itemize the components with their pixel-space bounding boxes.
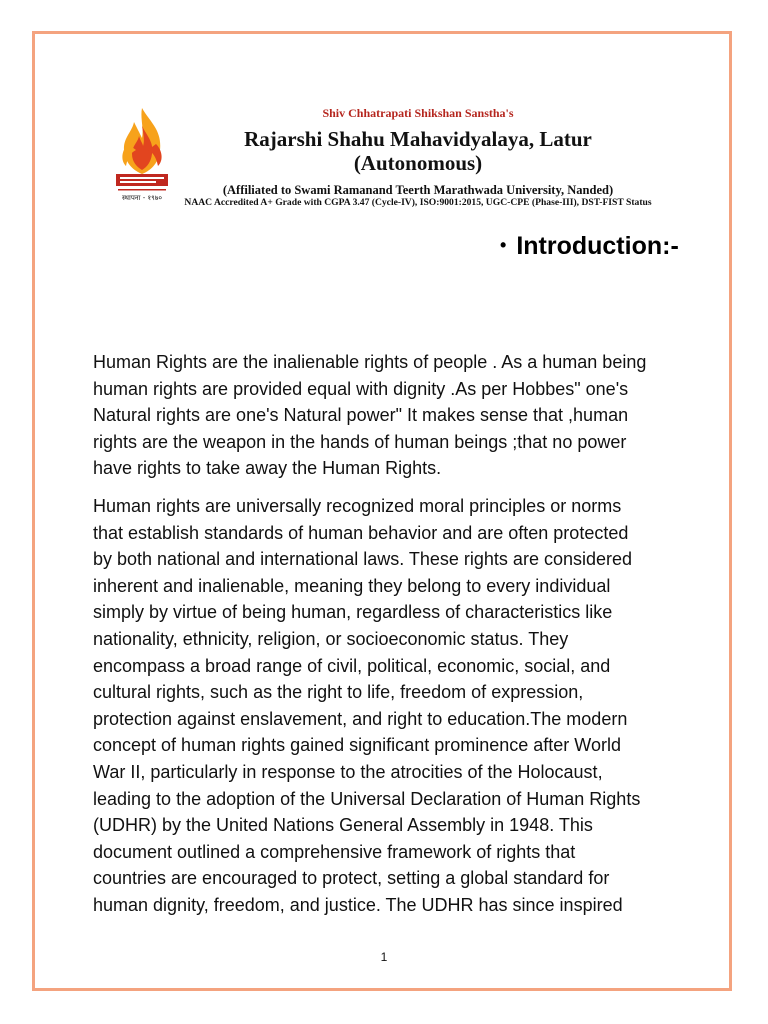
affiliation-line: (Affiliated to Swami Ramanand Teerth Marathwada University, Nanded) bbox=[222, 183, 614, 197]
page-number: 1 bbox=[380, 950, 388, 964]
text-line: cultural rights, such as the right to life, freedom of expression, bbox=[93, 682, 584, 703]
text-line: encompass a broad range of civil, political, economic, social, and bbox=[93, 655, 611, 676]
text-line: Natural rights are one's Natural power" It makes sense that ,human bbox=[93, 405, 629, 426]
text-line: (UDHR) by the United Nations General Assembly in 1948. This bbox=[93, 815, 593, 836]
section-heading bbox=[500, 232, 679, 261]
text-line: leading to the adoption of the Universal Declaration of Human Rights bbox=[93, 788, 641, 809]
text-line: human rights are provided equal with dignity .As per Hobbes" one's bbox=[93, 378, 629, 399]
college-name: Rajarshi Shahu Mahavidyalaya, Latur bbox=[244, 127, 592, 151]
text-line: document outlined a comprehensive framework of rights that bbox=[93, 841, 576, 862]
text-line: that establish standards of human behavior and are often protected bbox=[93, 522, 629, 543]
paragraph-2 bbox=[93, 493, 683, 919]
text-line: inherent and inalienable, meaning they belong to every individual bbox=[93, 575, 611, 596]
text-line: countries are encouraged to protect, setting a global standard for bbox=[93, 868, 610, 889]
text-line: simply by virtue of being human, regardless of characteristics like bbox=[93, 602, 613, 623]
logo-caption: स्थापना - १९७० bbox=[121, 194, 163, 202]
text-line: have rights to take away the Human Rights. bbox=[93, 458, 442, 479]
heading-text: Introduction:- bbox=[516, 232, 679, 260]
text-line: concept of human rights gained significant prominence after World bbox=[93, 735, 621, 756]
sanstha-name: Shiv Chhatrapati Shikshan Sanstha's bbox=[322, 106, 514, 120]
text-line: Human rights are universally recognized moral principles or norms bbox=[93, 496, 622, 516]
accreditation-line: NAAC Accredited A+ Grade with CGPA 3.47 (Cycle-IV), ISO:9001:2015, UGC-CPE (Phase-III), DST-FIST Status bbox=[184, 197, 652, 208]
text-line: nationality, ethnicity, religion, or socioeconomic status. They bbox=[93, 628, 569, 649]
letterhead-text bbox=[182, 96, 654, 209]
text-line: protection against enslavement, and right to education.The modern bbox=[93, 708, 628, 729]
college-letterhead bbox=[96, 96, 656, 220]
text-line: rights are the weapon in the hands of human beings ;that no power bbox=[93, 431, 627, 452]
flame-logo-icon bbox=[110, 104, 174, 208]
paragraph-1 bbox=[93, 349, 683, 482]
heading-bullet: • bbox=[500, 235, 507, 255]
text-line: human dignity, freedom, and justice. The UDHR has since inspired bbox=[93, 894, 623, 915]
text-line: War II, particularly in response to the atrocities of the Holocaust, bbox=[93, 761, 603, 782]
text-line: by both national and international laws. These rights are considered bbox=[93, 549, 633, 570]
text-line: Human Rights are the inalienable rights of people . As a human being bbox=[93, 352, 647, 372]
college-status: (Autonomous) bbox=[353, 151, 483, 175]
